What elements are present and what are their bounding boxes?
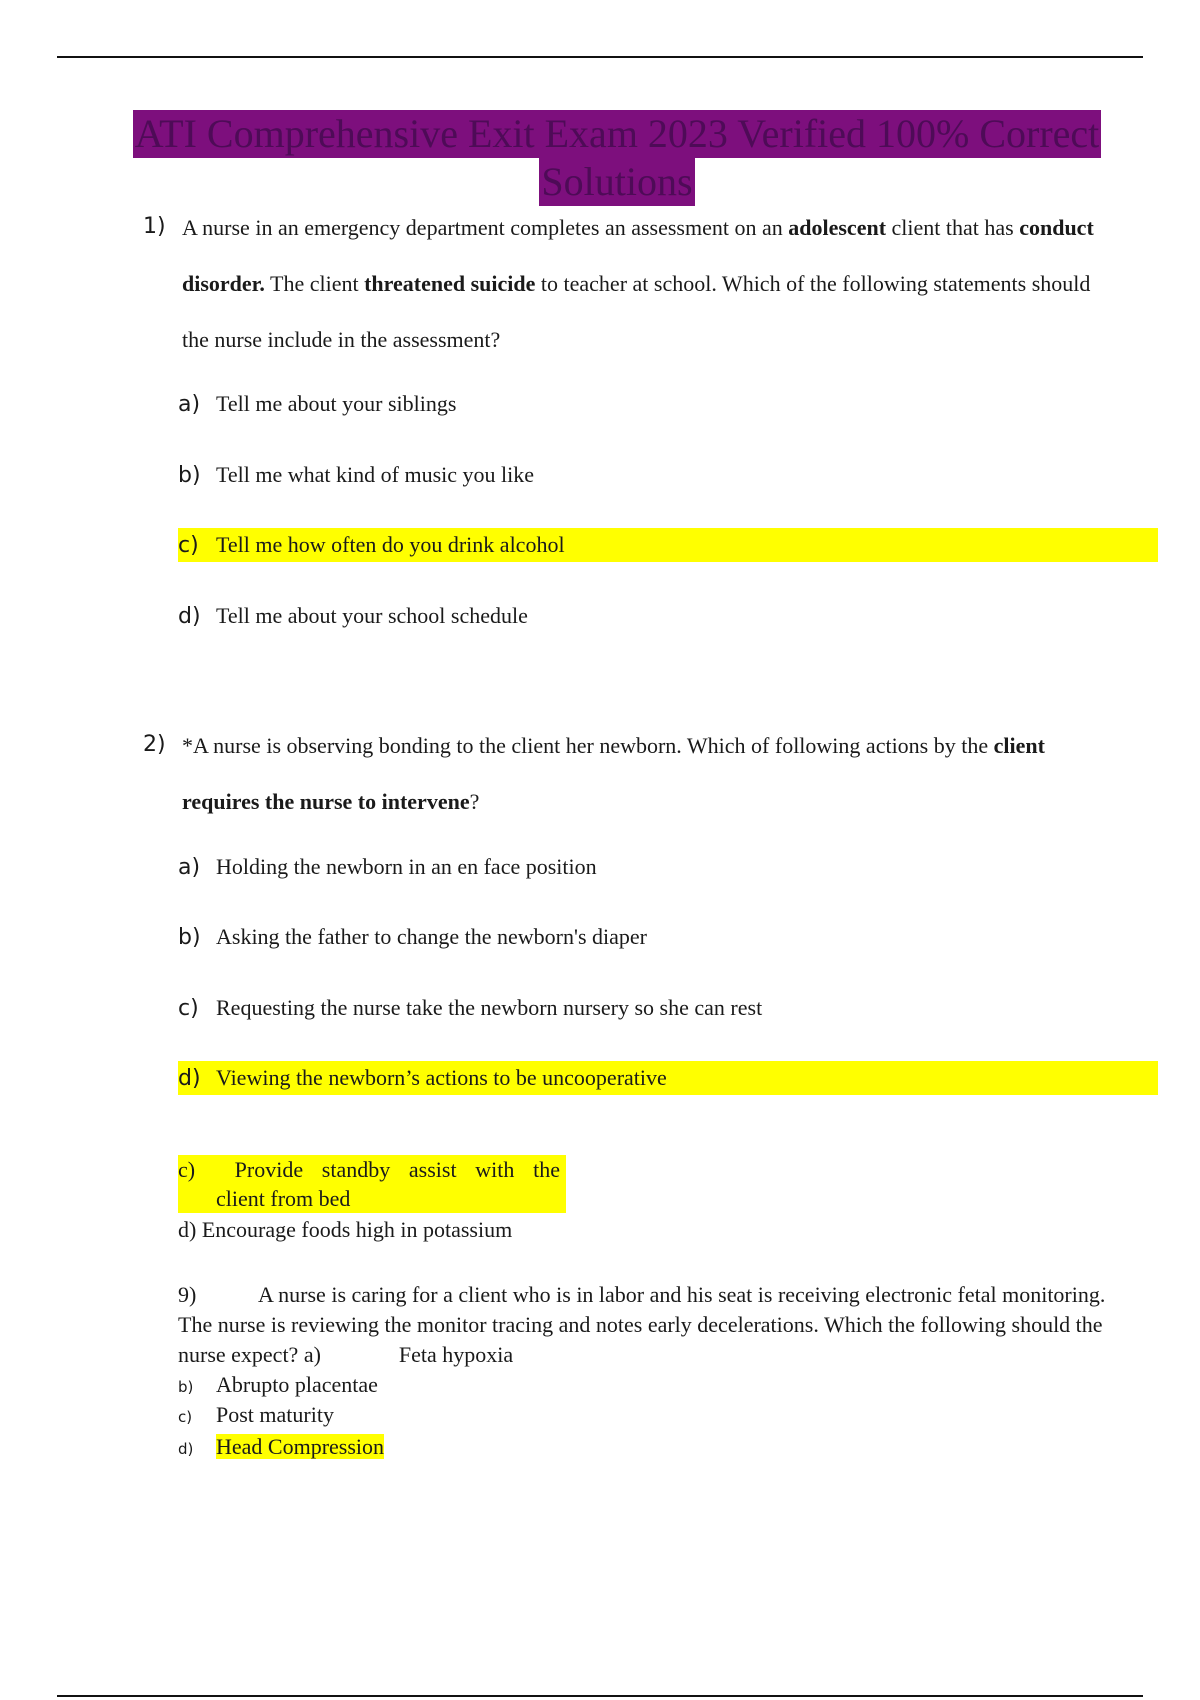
word: the (533, 1157, 560, 1182)
q9-option-c[interactable] (178, 1400, 334, 1430)
text-segment: *A nurse is observing bonding to the client her newborn. Which of following actions by the (182, 733, 994, 758)
option-text: Requesting the nurse take the newborn nursery so she can rest (216, 995, 763, 1020)
title-line-1: ATI Comprehensive Exit Exam 2023 Verified 100% Correct (134, 111, 1100, 156)
question-2 (143, 718, 1103, 830)
option-text: Holding the newborn in an en face position (216, 854, 597, 879)
q9-option-b[interactable] (178, 1370, 378, 1400)
top-rule (57, 56, 1143, 58)
text-segment: ? (469, 789, 480, 814)
q1-option-a[interactable] (178, 387, 456, 421)
option-text-line-2: client from bed (216, 1186, 351, 1211)
option-text: Tell me about your siblings (216, 391, 457, 416)
option-letter: d) (178, 1440, 194, 1458)
option-letter: a) (178, 392, 201, 417)
emphasis-text: adolescent (788, 215, 887, 240)
option-letter: b) (178, 1378, 194, 1396)
option-letter: d) (178, 604, 201, 629)
q2-option-c[interactable] (178, 991, 762, 1025)
q2-option-d-answer[interactable] (178, 1061, 1158, 1095)
word: Provide (234, 1157, 304, 1182)
option-letter: a) (178, 855, 201, 880)
q9-option-d-answer[interactable] (178, 1432, 384, 1462)
option-letter: d) (178, 1066, 201, 1091)
option-letter: c) (178, 996, 199, 1021)
title-line-2: Solutions (541, 159, 693, 204)
question-number: 1) (143, 214, 166, 239)
q2-option-a[interactable] (178, 850, 597, 884)
fragment-option-c-answer[interactable] (178, 1155, 566, 1213)
option-text: Tell me what kind of music you like (216, 462, 535, 487)
question-1 (143, 200, 1103, 368)
inline-option-a[interactable]: Feta hypoxia (398, 1342, 514, 1367)
question-text (182, 718, 1103, 830)
document-title (131, 110, 1103, 206)
fragment-option-d[interactable]: d) Encourage foods high in potassium (178, 1217, 513, 1242)
option-letter: c) (178, 533, 199, 558)
question-text (182, 200, 1103, 368)
option-letter: c) (178, 1408, 193, 1426)
q1-option-d[interactable] (178, 599, 528, 633)
q2-option-b[interactable] (178, 920, 647, 954)
emphasis-text: threatened suicide (364, 271, 536, 296)
text-segment: A nurse in an emergency department completes an assessment on an (182, 215, 789, 240)
emphasis-text: client requires the nurse to intervene (182, 733, 1045, 814)
option-text: Asking the father to change the newborn's diaper (216, 924, 647, 949)
question-number: 2) (143, 732, 166, 757)
option-text: Head Compression (216, 1434, 385, 1459)
question-9 (178, 1280, 1123, 1370)
option-text: Tell me about your school schedule (216, 603, 528, 628)
option-letter: b) (178, 463, 201, 488)
question-number: 9) (178, 1282, 197, 1307)
option-letter: c) (178, 1157, 196, 1182)
text-segment: to teacher at school. Which of the following statements should the nurse include in the assessment? (182, 271, 1091, 352)
emphasis-text: conduct disorder. (182, 215, 1094, 296)
option-text: Viewing the newborn’s actions to be uncooperative (216, 1065, 667, 1090)
text-segment: The client (264, 271, 365, 296)
option-text: Tell me how often do you drink alcohol (216, 532, 565, 557)
bottom-rule (57, 1695, 1143, 1697)
option-text: Abrupto placentae (216, 1372, 378, 1397)
word: with (475, 1157, 515, 1182)
word: assist (408, 1157, 457, 1182)
word: standby (321, 1157, 391, 1182)
q1-option-b[interactable] (178, 458, 534, 492)
question-text: A nurse is caring for a client who is in labor and his seat is receiving electronic fetal monitoring. The nurse is reviewing the monitor tracing and notes early decelerations. Which the following should the nurse expect? a) (178, 1282, 1106, 1367)
q1-option-c-answer[interactable] (178, 528, 1158, 562)
option-text: Post maturity (216, 1402, 334, 1427)
option-letter: b) (178, 925, 201, 950)
text-segment: client that has (886, 215, 1020, 240)
